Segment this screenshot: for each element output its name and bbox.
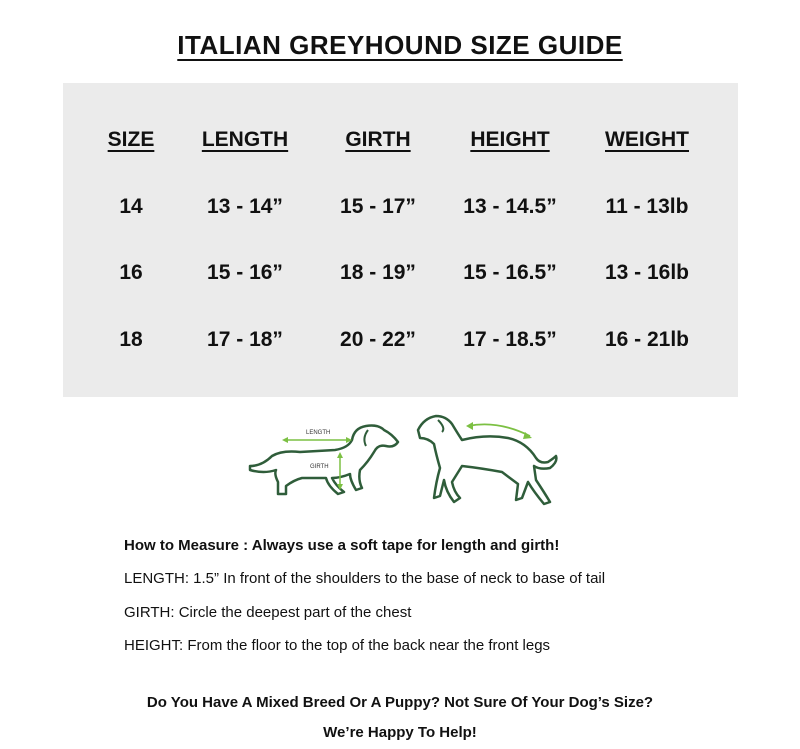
length-label: LENGTH [306, 430, 331, 436]
greyhound-illustration [418, 416, 556, 504]
page-title: ITALIAN GREYHOUND SIZE GUIDE [177, 30, 623, 60]
column-header-height: HEIGHT [470, 128, 550, 151]
table-cell: 17 - 18.5” [463, 328, 557, 351]
column-header-size: SIZE [107, 128, 155, 151]
girth-arrowhead-top [337, 452, 343, 458]
length-arrowhead-left [282, 437, 288, 443]
table-cell: 15 - 16.5” [463, 261, 557, 284]
greyhound-ear [438, 420, 443, 432]
girth-label: GIRTH [310, 464, 329, 470]
height-arrow [468, 424, 530, 436]
table-cell: 20 - 22” [340, 328, 416, 351]
table-cell: 13 - 14.5” [463, 195, 557, 218]
height-arrowhead-left [466, 422, 473, 430]
table-cell: 11 - 13lb [605, 195, 689, 218]
column-header-weight: WEIGHT [605, 128, 689, 151]
table-cell: 16 - 21lb [604, 328, 690, 351]
help-question: Do You Have A Mixed Breed Or A Puppy? Not Sure Of Your Dog’s Size? [146, 694, 654, 711]
help-offer: We’re Happy To Help! [323, 724, 477, 741]
table-cell: 15 - 16” [207, 261, 283, 284]
table-cell: 13 - 16lb [604, 261, 690, 284]
length-instruction: LENGTH: 1.5” In front of the shoulders to the base of neck to base of tail [124, 570, 606, 587]
table-cell: 17 - 18” [207, 328, 283, 351]
table-cell: 16 [119, 261, 143, 284]
girth-instruction: GIRTH: Circle the deepest part of the chest [124, 604, 412, 621]
column-header-length: LENGTH [201, 128, 289, 151]
size-table [63, 83, 738, 397]
dachshund-ear [364, 430, 368, 446]
table-cell: 18 - 19” [340, 261, 416, 284]
table-cell: 18 [119, 328, 143, 351]
table-cell: 14 [119, 195, 143, 218]
measure-heading: How to Measure : Always use a soft tape for length and girth! [124, 537, 560, 554]
table-cell: 13 - 14” [207, 195, 283, 218]
table-cell: 15 - 17” [340, 195, 416, 218]
measurement-diagram [240, 408, 570, 508]
height-instruction: HEIGHT: From the floor to the top of the back near the front legs [124, 637, 551, 654]
column-header-girth: GIRTH [345, 128, 411, 151]
